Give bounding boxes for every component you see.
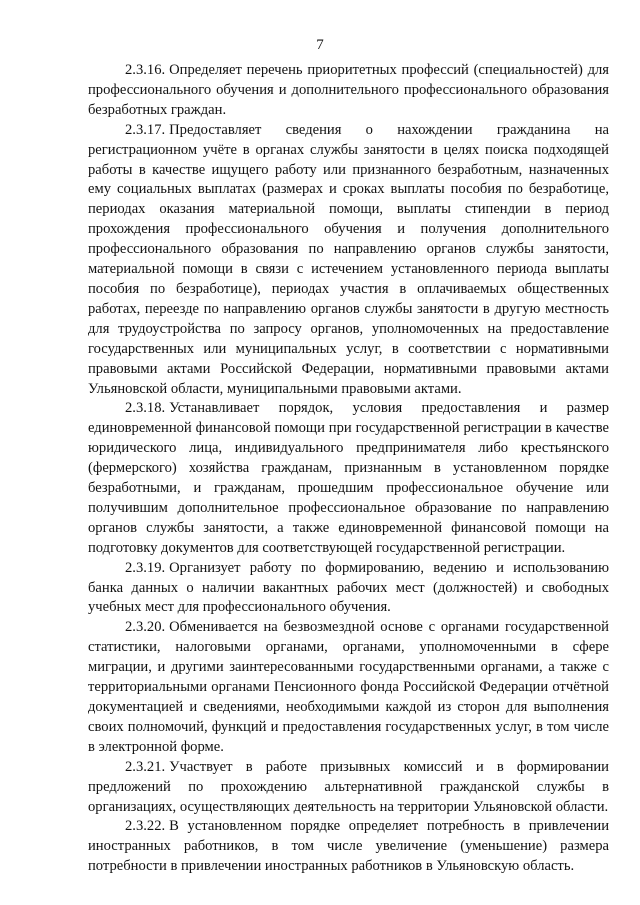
paragraph-2-3-19 [88, 559, 609, 619]
paragraph-2-3-16 [88, 61, 609, 121]
paragraph-number: 2.3.22. [125, 818, 166, 835]
paragraph-2-3-20 [88, 618, 609, 757]
paragraph-text: Устанавливает порядок, условия предоставления и размер единовременной финансовой помощи при государственной регистрации в качестве юридического лица, индивидуального предпринимателя либо крестьянского (фермерского) хозяйства гражданам, признанным в установленном порядке безработными, и гражданам, прошедшим профессиональное обучение или получившим дополнительное профессиональное образование по направлению органов службы занятости, а также единовременной финансовой помощи на подготовку документов для соответствующей государственной регистрации. [88, 400, 609, 556]
paragraph-text: Обменивается на безвозмездной основе с органами государственной статистики, налоговыми органами, органами, уполномоченными в сфере миграции, и другими заинтересованными государственными органами, а также с территориальными органами Пенсионного фонда Российской Федерации отчётной документацией и сведениями, необходимыми каждой из сторон для выполнения своих полномочий, функций и предоставления государственных услуг, в том числе в электронной форме. [88, 619, 609, 755]
paragraph-number: 2.3.21. [125, 758, 166, 775]
paragraph-2-3-21 [88, 758, 609, 818]
page-number: 7 [316, 37, 324, 53]
paragraph-text: Участвует в работе призывных комиссий и в формировании предложений по прохождению альтернативной гражданской службы в организациях, осуществляющих деятельность на территории Ульяновской области. [88, 758, 609, 815]
paragraph-2-3-22 [88, 817, 609, 877]
paragraph-number: 2.3.16. [125, 62, 166, 78]
paragraph-text: Определяет перечень приоритетных профессий (специальностей) для профессионального обучения и дополнительного профессионального образования безработных граждан. [88, 62, 609, 118]
paragraph-number: 2.3.20. [125, 619, 166, 636]
document-body [88, 61, 609, 877]
paragraph-number: 2.3.19. [125, 559, 166, 576]
paragraph-number: 2.3.18. [125, 400, 166, 417]
paragraph-number: 2.3.17. [125, 121, 166, 138]
paragraph-text: Организует работу по формированию, ведению и использованию банка данных о наличии вакантных рабочих мест (должностей) и свободных учебных мест для профессионального обучения. [88, 559, 609, 616]
paragraph-text: Предоставляет сведения о нахождении гражданина на регистрационном учёте в органах службы занятости в целях поиска подходящей работы в качестве ищущего работу или признанного безработным, назначенных ему социальных выплатах (размерах и сроках выплаты пособия по безработице, периодах оказания материальной помощи, выплаты стипендии в период прохождения профессионального обучения и получения дополнительного профессионального образования по направлению органов службы занятости, материальной помощи в связи с истечением установленного периода выплаты пособия по безработице), периодах участия в оплачиваемых общественных работах, переезде по направлению органов службы занятости в другую местность для трудоустройства по запросу органов, уполномоченных на предоставление государственных или муниципальных услуг, в соответствии с нормативными правовыми актами Российской Федерации, нормативными правовыми актами Ульяновской области, муниципальными правовыми актами. [88, 121, 609, 397]
paragraph-2-3-18 [88, 399, 609, 558]
paragraph-2-3-17 [88, 121, 609, 400]
paragraph-text: В установленном порядке определяет потребность в привлечении иностранных работников, в том числе увеличение (уменьшение) размера потребности в привлечении иностранных работников в Ульяновскую область. [88, 818, 609, 875]
